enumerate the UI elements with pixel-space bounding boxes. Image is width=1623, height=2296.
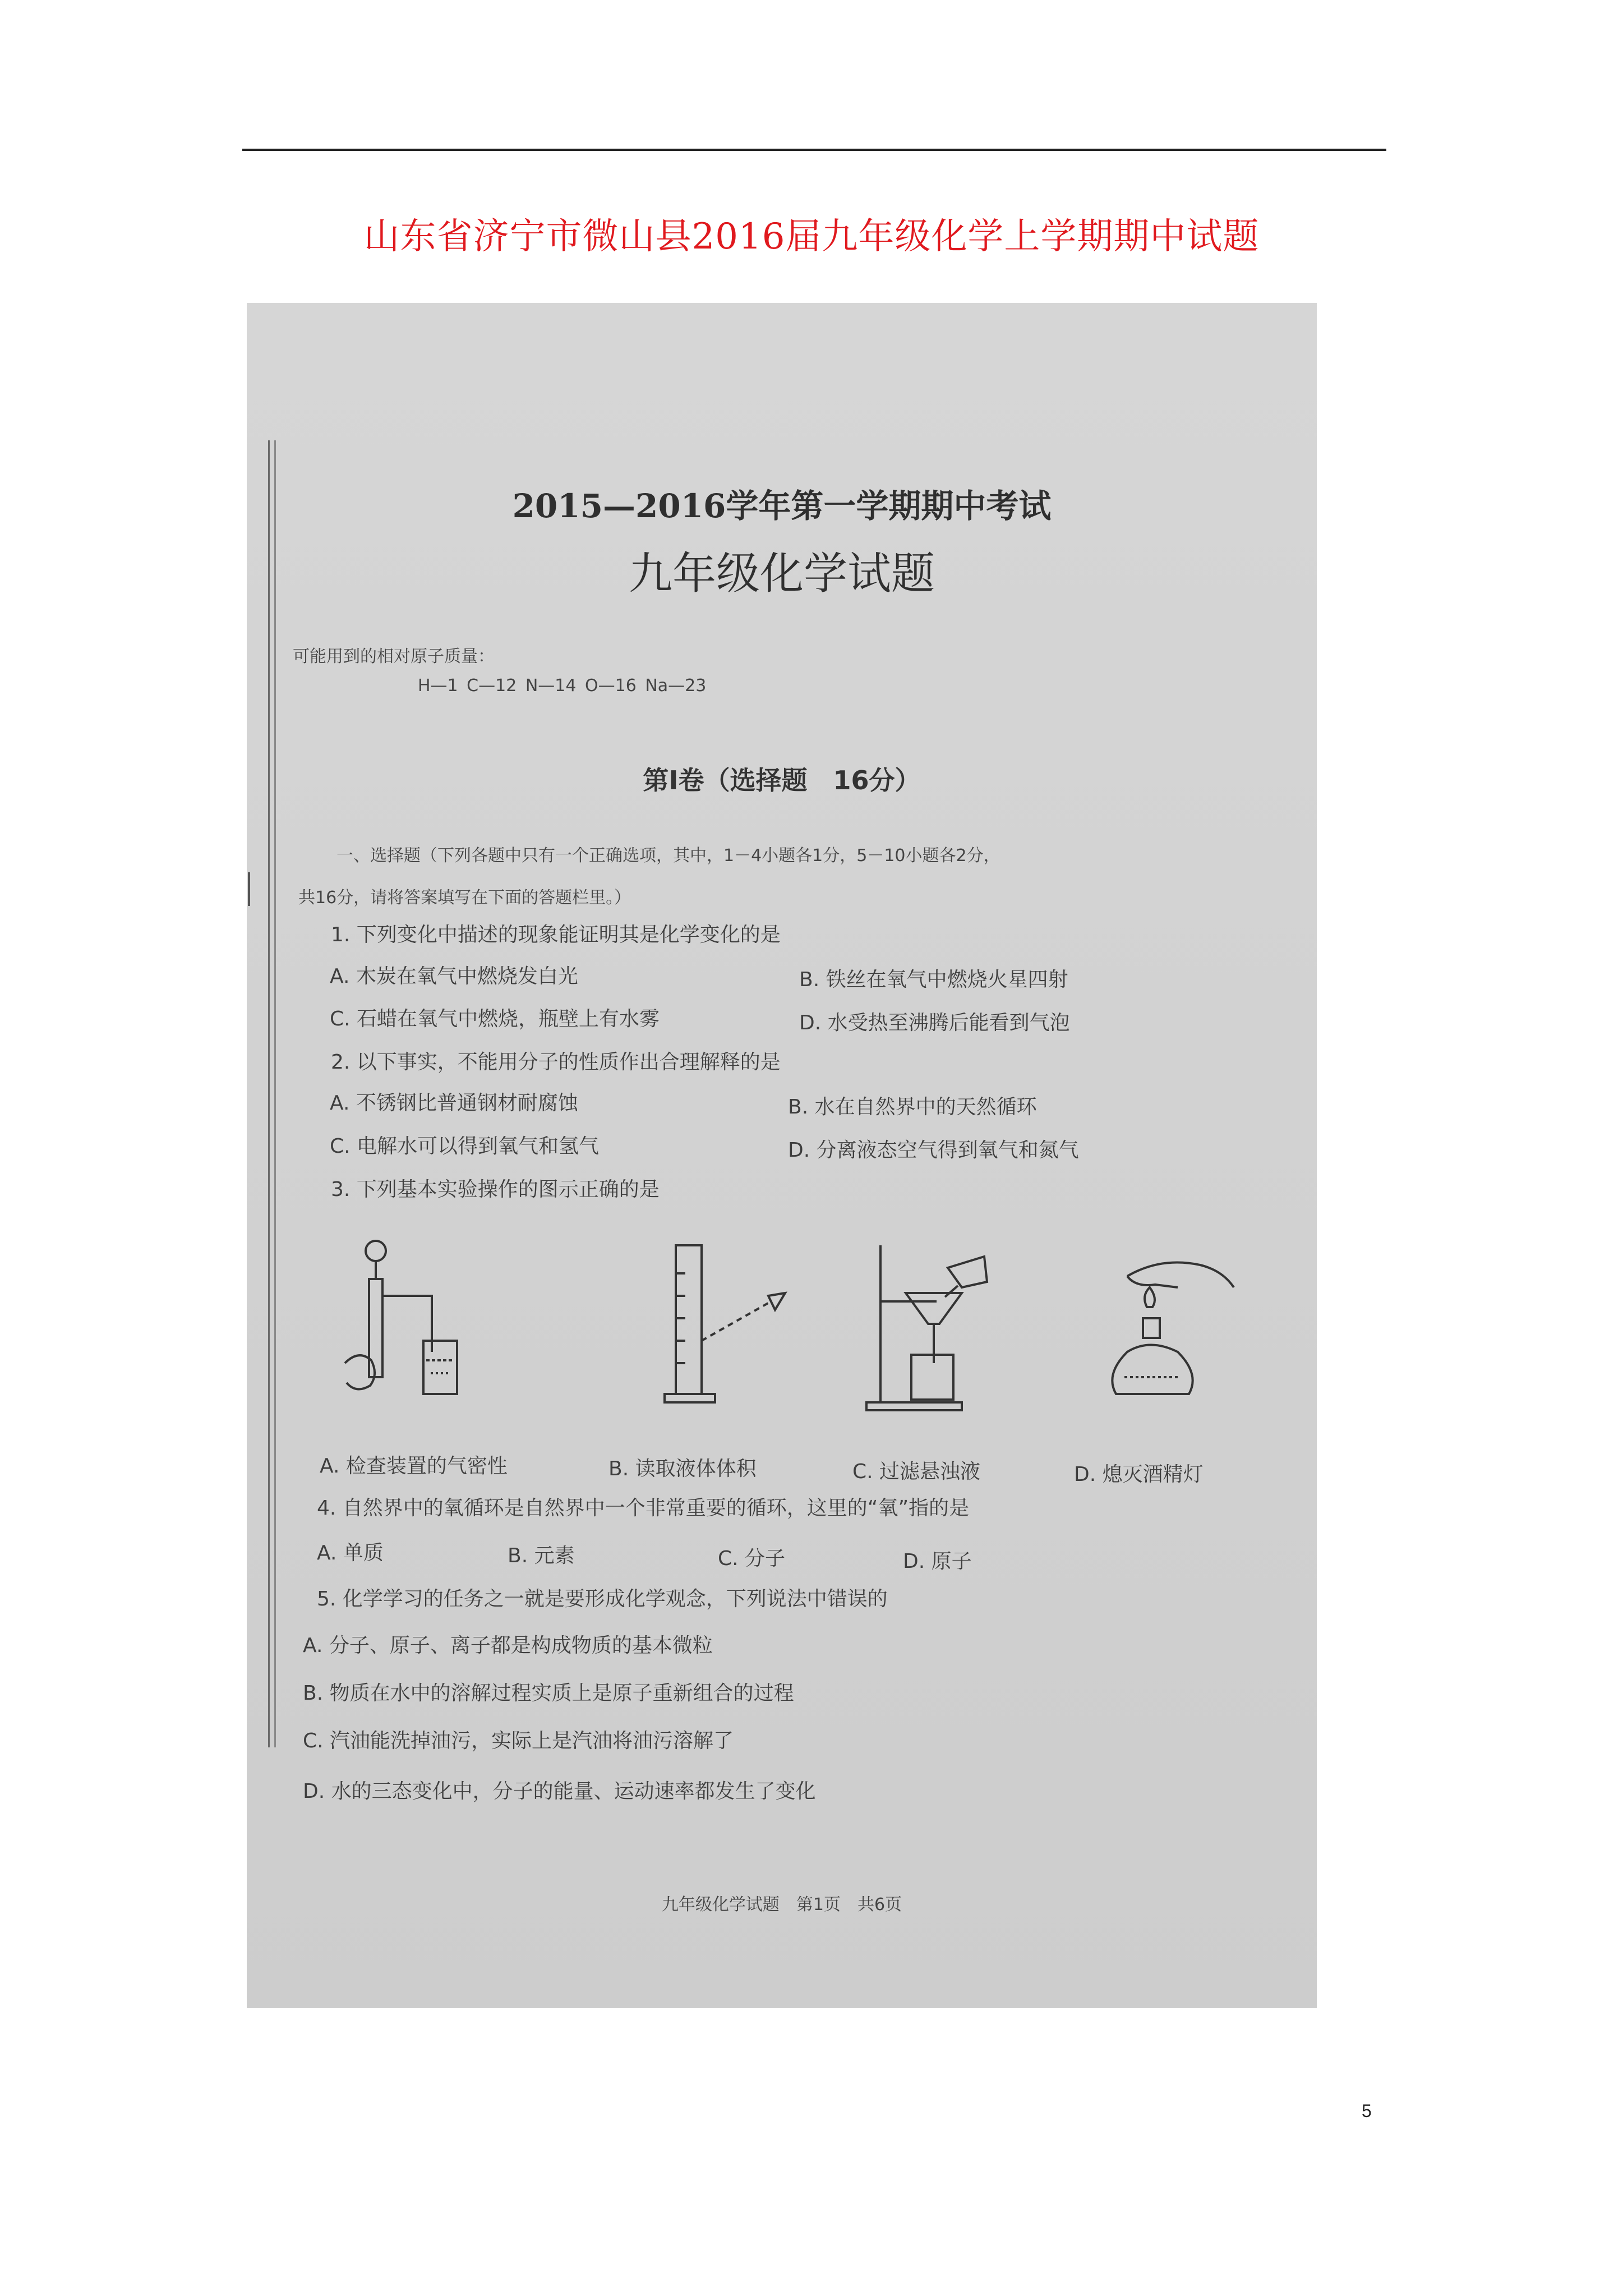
- question-4-option-a: A. 单质: [317, 1542, 384, 1565]
- exam-subject-line: 九年级化学试题: [628, 549, 935, 599]
- document-title: 山东省济宁市微山县2016届九年级化学上学期期中试题: [363, 216, 1260, 257]
- page-number: 5: [1362, 2101, 1372, 2121]
- section-title: 第Ⅰ卷（选择题 16分）: [643, 765, 921, 795]
- question-2-option-d: D. 分离液态空气得到氧气和氮气: [788, 1139, 1079, 1162]
- question-3-option-d: D. 熄灭酒精灯: [1074, 1463, 1204, 1486]
- exam-year-line: 2015—2016学年第一学期期中考试: [512, 487, 1052, 525]
- instructions-line-2: 共16分，请将答案填写在下面的答题栏里。）: [298, 888, 631, 908]
- question-5-option-b: B. 物质在水中的溶解过程实质上是原子重新组合的过程: [303, 1682, 794, 1705]
- figure-a-airtightness-check: [336, 1234, 465, 1419]
- question-4-option-c: C. 分子: [718, 1547, 786, 1570]
- question-4-option-d: D. 原子: [903, 1550, 972, 1573]
- question-5-option-d: D. 水的三态变化中，分子的能量、运动速率都发生了变化: [303, 1780, 816, 1803]
- question-1-stem: 1. 下列变化中描述的现象能证明其是化学变化的是: [331, 923, 781, 946]
- question-1-option-d: D. 水受热至沸腾后能看到气泡: [799, 1011, 1070, 1034]
- question-3-option-b: B. 读取液体体积: [608, 1457, 757, 1480]
- figure-d-alcohol-lamp: [1094, 1234, 1262, 1419]
- question-2-option-b: B. 水在自然界中的天然循环: [788, 1096, 1037, 1119]
- atomic-mass-values: H—1 C—12 N—14 O—16 Na—23: [418, 676, 707, 696]
- question-2-option-a: A. 不锈钢比普通钢材耐腐蚀: [330, 1092, 578, 1115]
- question-3-stem: 3. 下列基本实验操作的图示正确的是: [331, 1178, 660, 1201]
- figure-b-cylinder-reading: [651, 1234, 796, 1419]
- question-4-stem: 4. 自然界中的氧循环是自然界中一个非常重要的循环，这里的“氧”指的是: [317, 1497, 970, 1520]
- question-3-option-c: C. 过滤悬浊液: [852, 1460, 981, 1483]
- scanned-exam-page: [247, 303, 1317, 2008]
- figure-c-filtration: [864, 1234, 1032, 1419]
- question-1-option-b: B. 铁丝在氧气中燃烧火星四射: [799, 968, 1068, 991]
- question-5-option-c: C. 汽油能洗掉油污，实际上是汽油将油污溶解了: [303, 1729, 734, 1752]
- instructions-line-1: 一、选择题（下列各题中只有一个正确选项，其中，1－4小题各1分，5－10小题各2分，: [336, 846, 1000, 866]
- question-5-option-a: A. 分子、原子、离子都是构成物质的基本微粒: [303, 1634, 713, 1657]
- question-3-option-a: A. 检查装置的气密性: [320, 1455, 508, 1478]
- question-5-stem: 5. 化学学习的任务之一就是要形成化学观念，下列说法中错误的: [317, 1588, 888, 1611]
- exam-page-footer: 九年级化学试题 第1页 共6页: [661, 1895, 902, 1915]
- question-4-option-b: B. 元素: [508, 1544, 575, 1567]
- question-2-option-c: C. 电解水可以得到氧气和氢气: [330, 1135, 600, 1158]
- binding-line: [268, 440, 276, 1747]
- question-1-option-c: C. 石蜡在氧气中燃烧，瓶壁上有水雾: [330, 1007, 660, 1030]
- question-2-stem: 2. 以下事实，不能用分子的性质作出合理解释的是: [331, 1051, 781, 1074]
- question-1-option-a: A. 木炭在氧气中燃烧发白光: [330, 965, 578, 988]
- atomic-mass-label: 可能用到的相对原子质量：: [293, 647, 495, 666]
- binding-mark: [248, 872, 257, 906]
- header-rule: [242, 149, 1386, 151]
